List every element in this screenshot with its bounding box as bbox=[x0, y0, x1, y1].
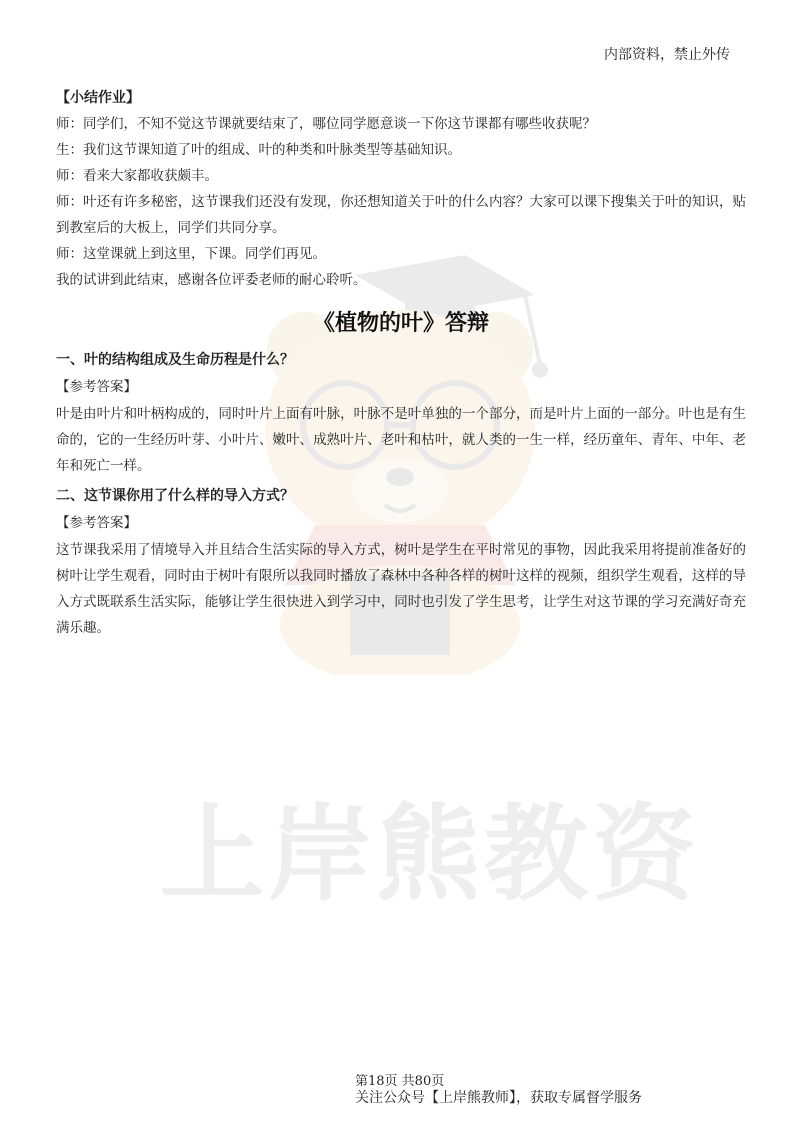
answer-text: 叶是由叶片和叶柄构成的，同时叶片上面有叶脉，叶脉不是叶单独的一个部分，而是叶片上面的一部分。叶也是有生命的，它的一生经历叶芽、小叶片、嫩叶、成熟叶片、老叶和枯叶，就人类的一生一样，经历童年、青年、中年、老年和死亡一样。 bbox=[56, 406, 746, 474]
summary-line: 生：我们这节课知道了叶的组成、叶的种类和叶脉类型等基础知识。 bbox=[56, 142, 461, 158]
summary-heading: 【小结作业】 bbox=[56, 90, 140, 106]
summary-line: 师：同学们，不知不觉这节课就要结束了，哪位同学愿意谈一下你这节课都有哪些收获呢？ bbox=[56, 116, 596, 132]
question-heading: 二、这节课你用了什么样的导入方式？ bbox=[56, 488, 294, 504]
summary-line: 师：这堂课就上到这里，下课。同学们再见。 bbox=[56, 246, 326, 262]
defense-title: 《植物的叶》答辩 bbox=[312, 310, 489, 336]
summary-line: 我的试讲到此结束，感谢各位评委老师的耐心聆听。 bbox=[56, 272, 367, 288]
answer-label: 【参考答案】 bbox=[56, 515, 137, 531]
confidential-note: 内部资料，禁止外传 bbox=[604, 47, 730, 63]
summary-line: 师：叶还有许多秘密，这节课我们还没有发现，你还想知道关于叶的什么内容？大家可以课下搜集关于叶的知识，贴到教室后的大板上，同学们共同分享。 bbox=[56, 194, 746, 236]
page-content bbox=[56, 85, 746, 641]
page-number: 第18页 共80页 bbox=[355, 1074, 445, 1089]
footer-promo: 关注公众号【上岸熊教师】，获取专属督学服务 bbox=[355, 1090, 642, 1106]
answer-text: 这节课我采用了情境导入并且结合生活实际的导入方式，树叶是学生在平时常见的事物，因此我采用将提前准备好的树叶让学生观看，同时由于树叶有限所以我同时播放了森林中各种各样的树叶这样的视频，组织学生观看，这样的导入方式既联系生活实际，能够让学生很快进入到学习中，同时也引发了学生思考，让学生对这节课的学习充满好奇充满乐趣。 bbox=[56, 542, 746, 636]
brand-watermark-text: 上岸熊教资 bbox=[160, 793, 701, 915]
answer-label: 【参考答案】 bbox=[56, 379, 137, 395]
summary-line: 师：看来大家都收获颇丰。 bbox=[56, 168, 218, 184]
question-heading: 一、叶的结构组成及生命历程是什么？ bbox=[56, 352, 294, 368]
page-footer bbox=[355, 1074, 755, 1106]
